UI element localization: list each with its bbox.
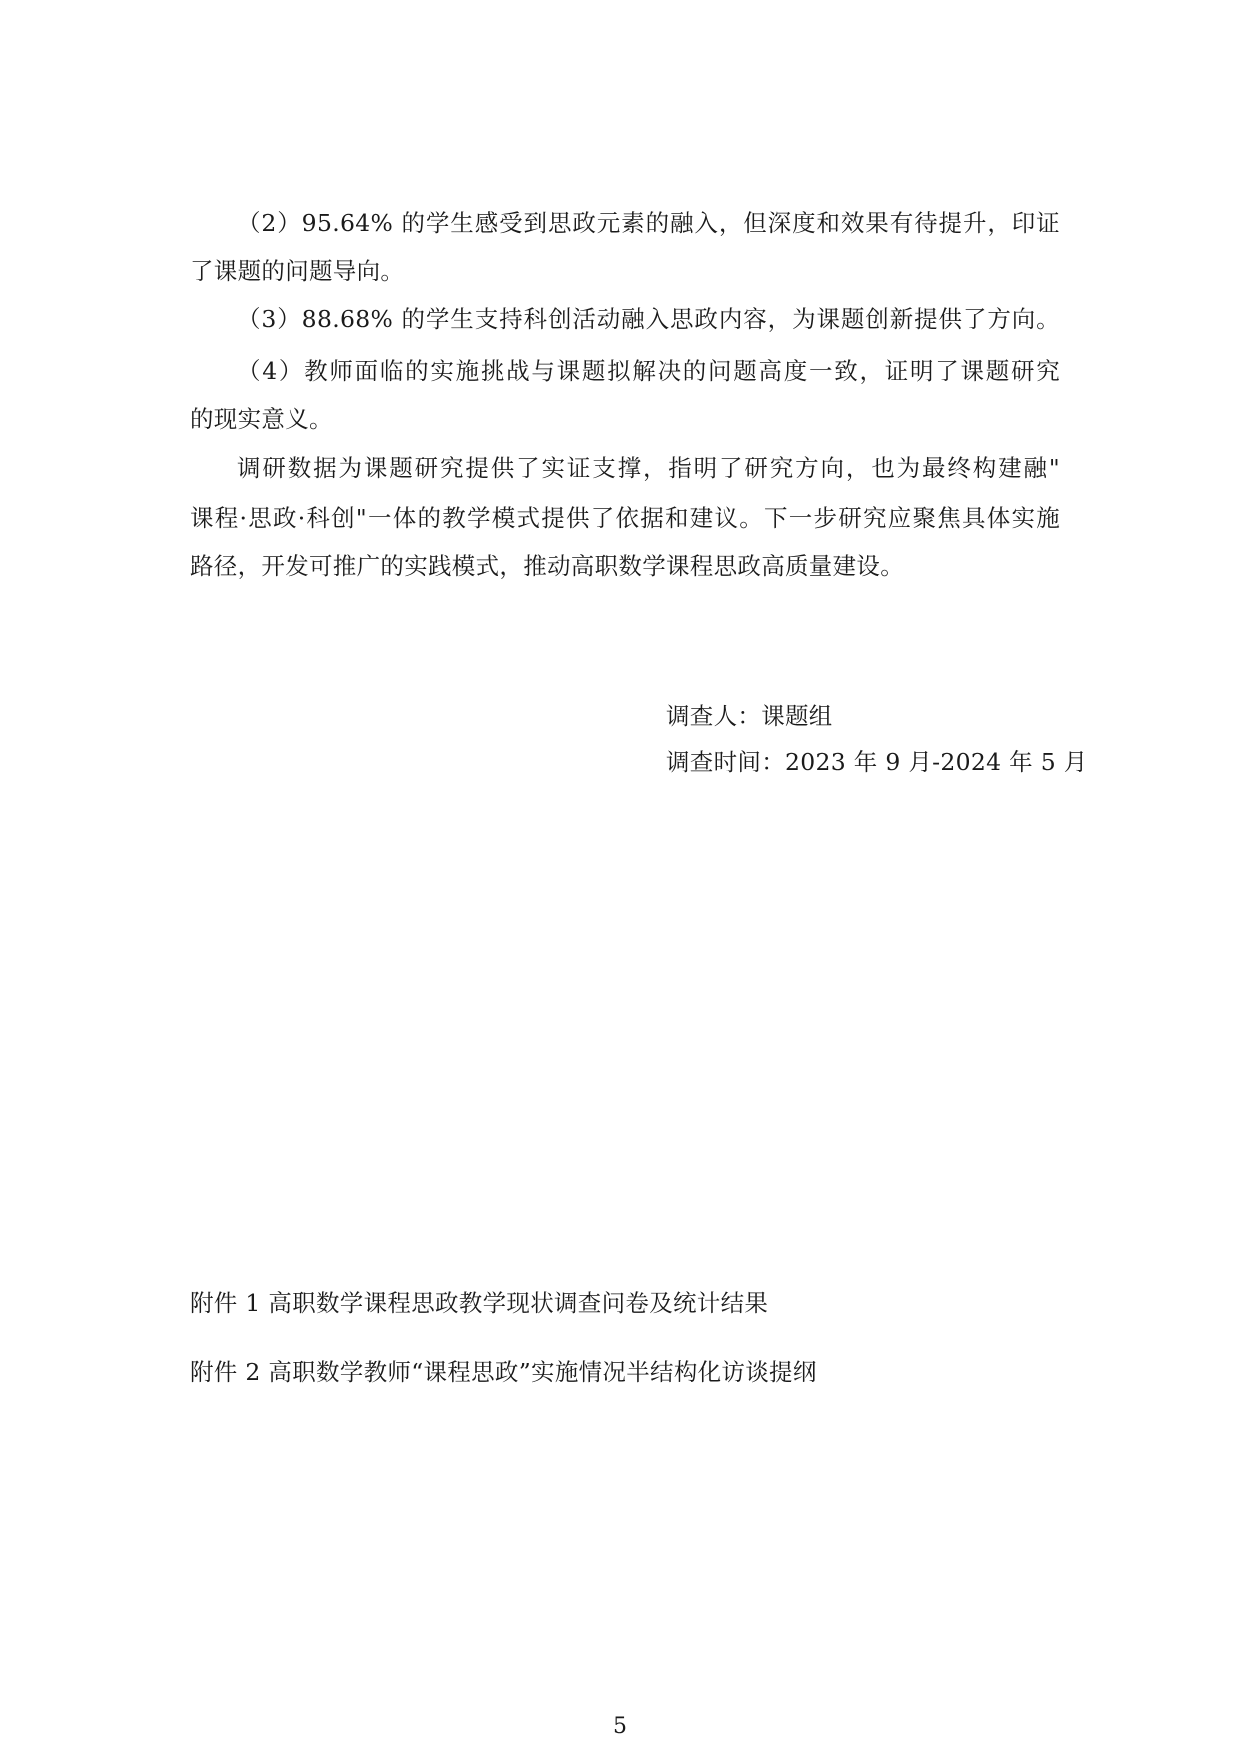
conclusion-line-3: 路径，开发可推广的实践模式，推动高职数学课程思政高质量建设。 (190, 552, 904, 580)
paragraph-4-line-1: （4）教师面临的实施挑战与课题拟解决的问题高度一致，证明了课题研究 (237, 357, 1060, 385)
attachment-1: 附件 1 高职数学课程思政教学现状调查问卷及统计结果 (190, 1289, 769, 1317)
paragraph-3-line-1: （3）88.68% 的学生支持科创活动融入思政内容，为课题创新提供了方向。 (237, 305, 1060, 333)
page-number: 5 (613, 1714, 627, 1739)
conclusion-line-2: 课程·思政·科创"一体的教学模式提供了依据和建议。下一步研究应聚焦具体实施 (190, 504, 1060, 532)
paragraph-2-line-1: （2）95.64% 的学生感受到思政元素的融入，但深度和效果有待提升，印证 (237, 209, 1060, 237)
paragraph-2-line-2: 了课题的问题导向。 (190, 257, 405, 285)
attachment-2: 附件 2 高职数学教师“课程思政”实施情况半结构化访谈提纲 (190, 1358, 817, 1386)
conclusion-line-1: 调研数据为课题研究提供了实证支撑，指明了研究方向，也为最终构建融" (237, 454, 1060, 482)
investigator-label: 调查人：课题组 (666, 702, 833, 730)
survey-period: 调查时间：2023 年 9 月-2024 年 5 月 (666, 748, 1088, 776)
paragraph-4-line-2: 的现实意义。 (190, 405, 333, 433)
